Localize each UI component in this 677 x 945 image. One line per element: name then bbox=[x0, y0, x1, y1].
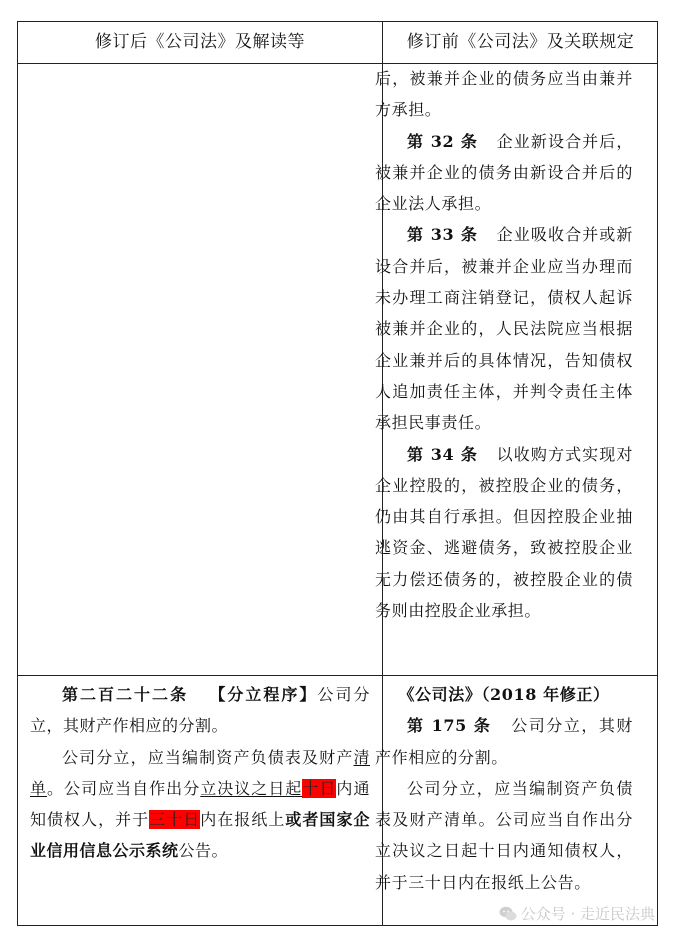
p2-text-a: 公司分立，应当编制资产负债表及财产 bbox=[62, 747, 354, 767]
row2-right-cell bbox=[375, 679, 633, 898]
article-222-title: 【分立程序】 bbox=[209, 685, 318, 704]
watermark bbox=[499, 903, 655, 924]
row1-right-cell bbox=[375, 63, 633, 626]
p2-text-h: 公告。 bbox=[178, 841, 229, 861]
p2-underlined-qingdan: 清单 bbox=[30, 747, 370, 798]
article-222-heading bbox=[30, 679, 370, 742]
wechat-icon bbox=[499, 906, 517, 922]
article-222-p2 bbox=[30, 742, 370, 867]
article-32 bbox=[375, 126, 633, 220]
p2-text-c: 。公司应当自作出分 bbox=[47, 778, 201, 798]
article-175-text: 公司分立，其财产作相应的分割。 bbox=[375, 716, 633, 767]
p2-bold-added-text: 或者国家企业信用信息公示系统 bbox=[30, 810, 370, 861]
p2-text-e: 内通知债权人，并于 bbox=[30, 778, 370, 830]
article-32-text: 企业新设合并后，被兼并企业的债务由新设合并后的企业法人承担。 bbox=[375, 131, 633, 214]
article-33-number: 第 33 条 bbox=[407, 225, 479, 245]
article-34-number: 第 34 条 bbox=[407, 444, 479, 464]
article-33-text: 企业吸收合并或新设合并后，被兼并企业应当办理而未办理工商注销登记，债权人起诉被兼并企业的，人民法院应当根据企业兼并后的具体情况，告知债权人追加责任主体，并判令责任主体承担民事责任。 bbox=[375, 225, 633, 433]
row2-left-cell bbox=[30, 679, 370, 867]
watermark-text: 公众号 · 走近民法典 bbox=[520, 905, 655, 923]
p2-text-f: 内在报纸上 bbox=[200, 810, 286, 830]
header-revised: 修订后《公司法》及解读等 bbox=[95, 32, 305, 52]
highlight-ten-days: 十日 bbox=[302, 778, 337, 798]
article-34-text: 以收购方式实现对企业控股的，被控股企业的债务，仍由其自行承担。但因控股企业抽逃资金、逃避债务，致被控股企业无力偿还债务的，被控股企业的债务则由控股企业承担。 bbox=[375, 444, 633, 621]
row1-continuation: 后，被兼并企业的债务应当由兼并方承担。 bbox=[375, 69, 633, 120]
highlight-thirty-days: 三十日 bbox=[149, 810, 201, 830]
article-33 bbox=[375, 219, 633, 438]
header-original: 修订前《公司法》及关联规定 bbox=[406, 32, 635, 52]
article-222-number: 第二百二十二条 bbox=[62, 685, 189, 704]
article-34 bbox=[375, 439, 633, 627]
article-175-number: 第 175 条 bbox=[407, 716, 492, 736]
article-222-p1: 公司分立，其财产作相应的分割。 bbox=[30, 685, 370, 736]
article-32-number: 第 32 条 bbox=[407, 131, 479, 151]
article-175 bbox=[375, 710, 633, 773]
row-divider bbox=[18, 675, 657, 676]
source-title: 《公司法》（2018 年修正） bbox=[398, 685, 610, 704]
article-175-p2: 公司分立，应当编制资产负债表及财产清单。公司应当自作出分立决议之日起十日内通知债权人，并于三十日内在报纸上公告。 bbox=[375, 778, 633, 892]
p2-underlined-decision: 立决议之日起 bbox=[200, 778, 303, 798]
